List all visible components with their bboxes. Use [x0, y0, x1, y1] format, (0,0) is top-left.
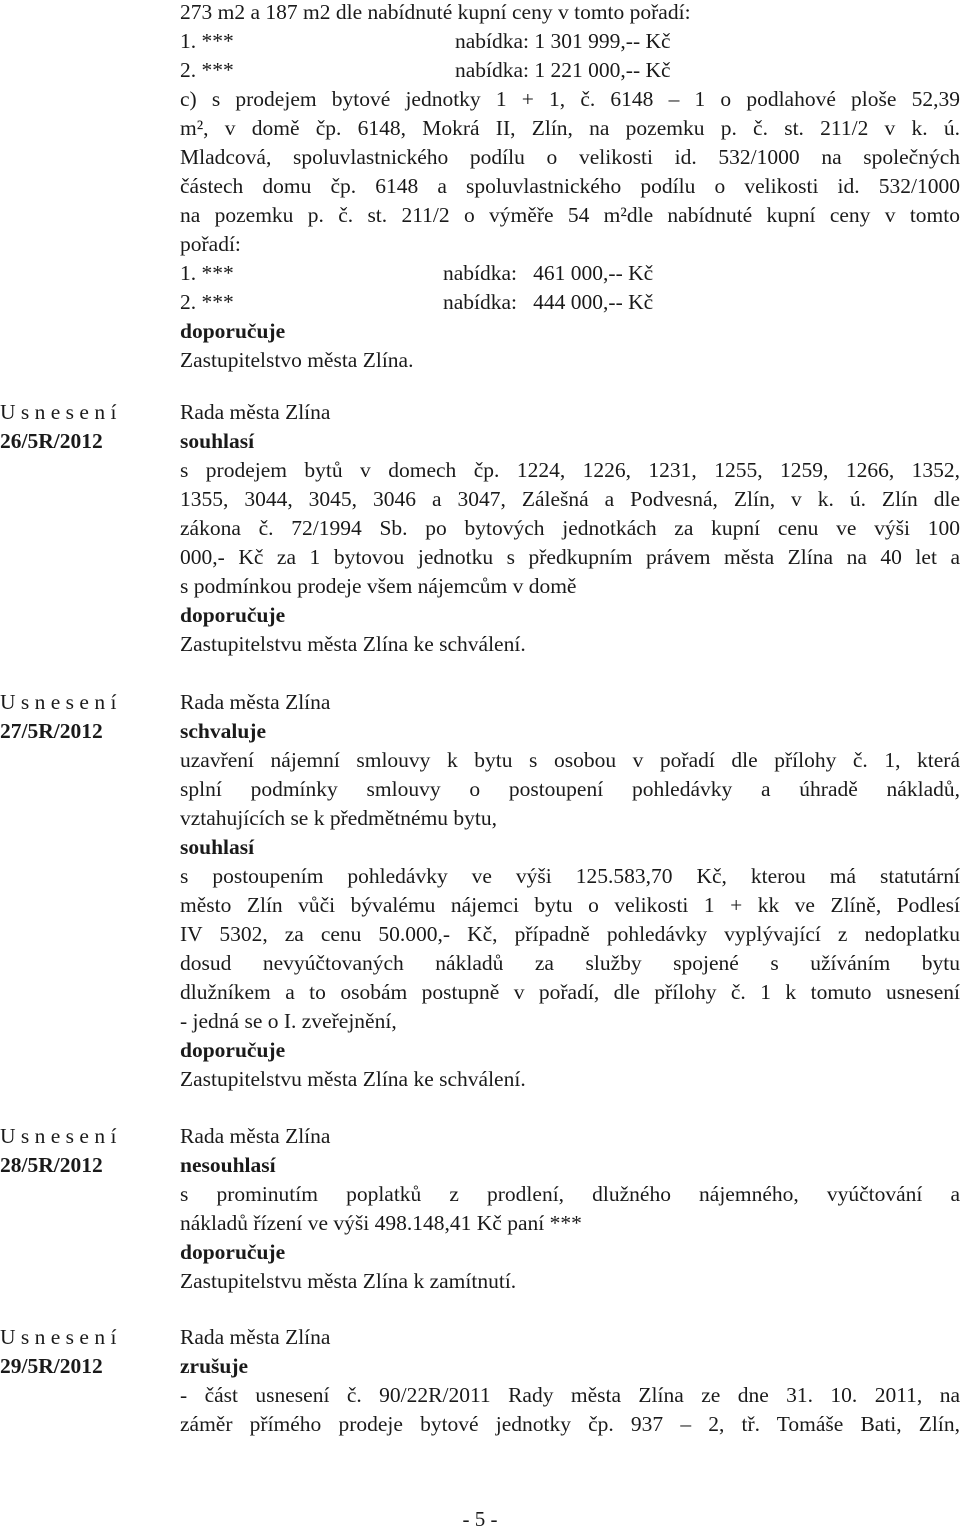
- text-line: uzavření nájemní smlouvy k bytu s osobou v pořadí dle přílohy č. 1, která: [180, 748, 960, 772]
- offer-bid: nabídka: 444 000,-- Kč: [443, 290, 654, 314]
- offer-bid: nabídka: 461 000,-- Kč: [443, 261, 654, 285]
- resolution-number: 29/5R/2012: [0, 1354, 103, 1378]
- council-name: Rada města Zlína: [180, 1124, 331, 1148]
- verb: souhlasí: [180, 429, 255, 453]
- resolution-label: [0, 398, 152, 456]
- text-line: IV 5302, za cenu 50.000,- Kč, případně pohledávky vyplývající z nedoplatku: [180, 922, 960, 946]
- text-line: nákladů řízení ve výši 498.148,41 Kč paní ***: [180, 1211, 582, 1235]
- verb-doporucuje: doporučuje: [180, 319, 286, 343]
- page-number: - 5 -: [462, 1507, 498, 1531]
- resolution-number: 26/5R/2012: [0, 429, 103, 453]
- resolution-label: [0, 688, 152, 746]
- resolution-label: [0, 1323, 152, 1381]
- text-line: 1355, 3044, 3045, 3046 a 3047, Zálešná a Podvesná, Zlín, v k. ú. Zlín dle: [180, 487, 960, 511]
- intro-line: m², v domě čp. 6148, Mokrá II, Zlín, na pozemku p. č. st. 211/2 v k. ú.: [180, 116, 960, 140]
- offer-number: 1. ***: [180, 29, 234, 53]
- intro-line: na pozemku p. č. st. 211/2 o výměře 54 m²dle nabídnuté kupní ceny v tomto: [180, 203, 960, 227]
- offer-bid: nabídka: 1 221 000,-- Kč: [455, 58, 671, 82]
- resolution-number: 27/5R/2012: [0, 719, 103, 743]
- text-line: s postoupením pohledávky ve výši 125.583,70 Kč, kterou má statutární: [180, 864, 960, 888]
- text-line: s prodejem bytů v domech čp. 1224, 1226, 1231, 1255, 1259, 1266, 1352,: [180, 458, 960, 482]
- council-name: Rada města Zlína: [180, 400, 331, 424]
- text-line: dosud nevyúčtovaných nákladů za služby spojené s užíváním bytu: [180, 951, 960, 975]
- offer-row: [180, 259, 960, 288]
- resolution-title: U s n e s e n í: [0, 1124, 117, 1148]
- intro-block: [180, 0, 960, 375]
- resolution-body: [180, 1122, 960, 1296]
- resolution-body: [180, 398, 960, 659]
- offer-row: [180, 56, 960, 85]
- closing-line: Zastupitelstvu města Zlína ke schválení.: [180, 1067, 526, 1091]
- resolution-label: [0, 1122, 152, 1180]
- intro-line: Mladcová, spoluvlastnického podílu o velikosti id. 532/1000 na společných: [180, 145, 960, 169]
- intro-line: částech domu čp. 6148 a spoluvlastnického podílu o velikosti id. 532/1000: [180, 174, 960, 198]
- council-name: Rada města Zlína: [180, 1325, 331, 1349]
- intro-line: 273 m2 a 187 m2 dle nabídnuté kupní ceny v tomto pořadí:: [180, 0, 691, 24]
- text-line: - část usnesení č. 90/22R/2011 Rady města Zlína ze dne 31. 10. 2011, na: [180, 1383, 960, 1407]
- closing-line: Zastupitelstvo města Zlína.: [180, 348, 414, 372]
- intro-line: c) s prodejem bytové jednotky 1 + 1, č. 6148 – 1 o podlahové ploše 52,39: [180, 87, 960, 111]
- text-line: město Zlín vůči bývalému nájemci bytu o velikosti 1 + kk ve Zlíně, Podlesí: [180, 893, 960, 917]
- resolution-title: U s n e s e n í: [0, 1325, 117, 1349]
- text-line: záměr přímého prodeje bytové jednotky čp. 937 – 2, tř. Tomáše Bati, Zlín,: [180, 1412, 960, 1436]
- closing-line: Zastupitelstvu města Zlína ke schválení.: [180, 632, 526, 656]
- text-line: - jedná se o I. zveřejnění,: [180, 1009, 397, 1033]
- verb: zrušuje: [180, 1354, 249, 1378]
- resolution-body: [180, 1323, 960, 1439]
- verb: doporučuje: [180, 603, 286, 627]
- verb: doporučuje: [180, 1240, 286, 1264]
- intro-line: pořadí:: [180, 232, 241, 256]
- verb: schvaluje: [180, 719, 266, 743]
- council-name: Rada města Zlína: [180, 690, 331, 714]
- resolution-body: [180, 688, 960, 1094]
- text-line: 000,- Kč za 1 bytovou jednotku s předkupním právem města Zlína na 40 let a: [180, 545, 960, 569]
- verb: souhlasí: [180, 835, 255, 859]
- text-line: s prominutím poplatků z prodlení, dlužného nájemného, vyúčtování a: [180, 1182, 960, 1206]
- offer-bid: nabídka: 1 301 999,-- Kč: [455, 29, 671, 53]
- offer-row: [180, 288, 960, 317]
- offer-number: 2. ***: [180, 290, 234, 314]
- resolution-title: U s n e s e n í: [0, 690, 117, 714]
- text-line: dlužníkem a to osobám postupně v pořadí, dle přílohy č. 1 k tomuto usnesení: [180, 980, 960, 1004]
- offer-row: [180, 27, 960, 56]
- verb: doporučuje: [180, 1038, 286, 1062]
- verb: nesouhlasí: [180, 1153, 276, 1177]
- text-line: zákona č. 72/1994 Sb. po bytových jednotkách za kupní cenu ve výši 100: [180, 516, 960, 540]
- resolution-title: U s n e s e n í: [0, 400, 117, 424]
- text-line: vztahujících se k předmětnému bytu,: [180, 806, 498, 830]
- text-line: s podmínkou prodeje všem nájemcům v domě: [180, 574, 577, 598]
- offer-number: 2. ***: [180, 58, 234, 82]
- text-line: splní podmínky smlouvy o postoupení pohledávky a úhradě nákladů,: [180, 777, 960, 801]
- closing-line: Zastupitelstvu města Zlína k zamítnutí.: [180, 1269, 517, 1293]
- offer-number: 1. ***: [180, 261, 234, 285]
- resolution-number: 28/5R/2012: [0, 1153, 103, 1177]
